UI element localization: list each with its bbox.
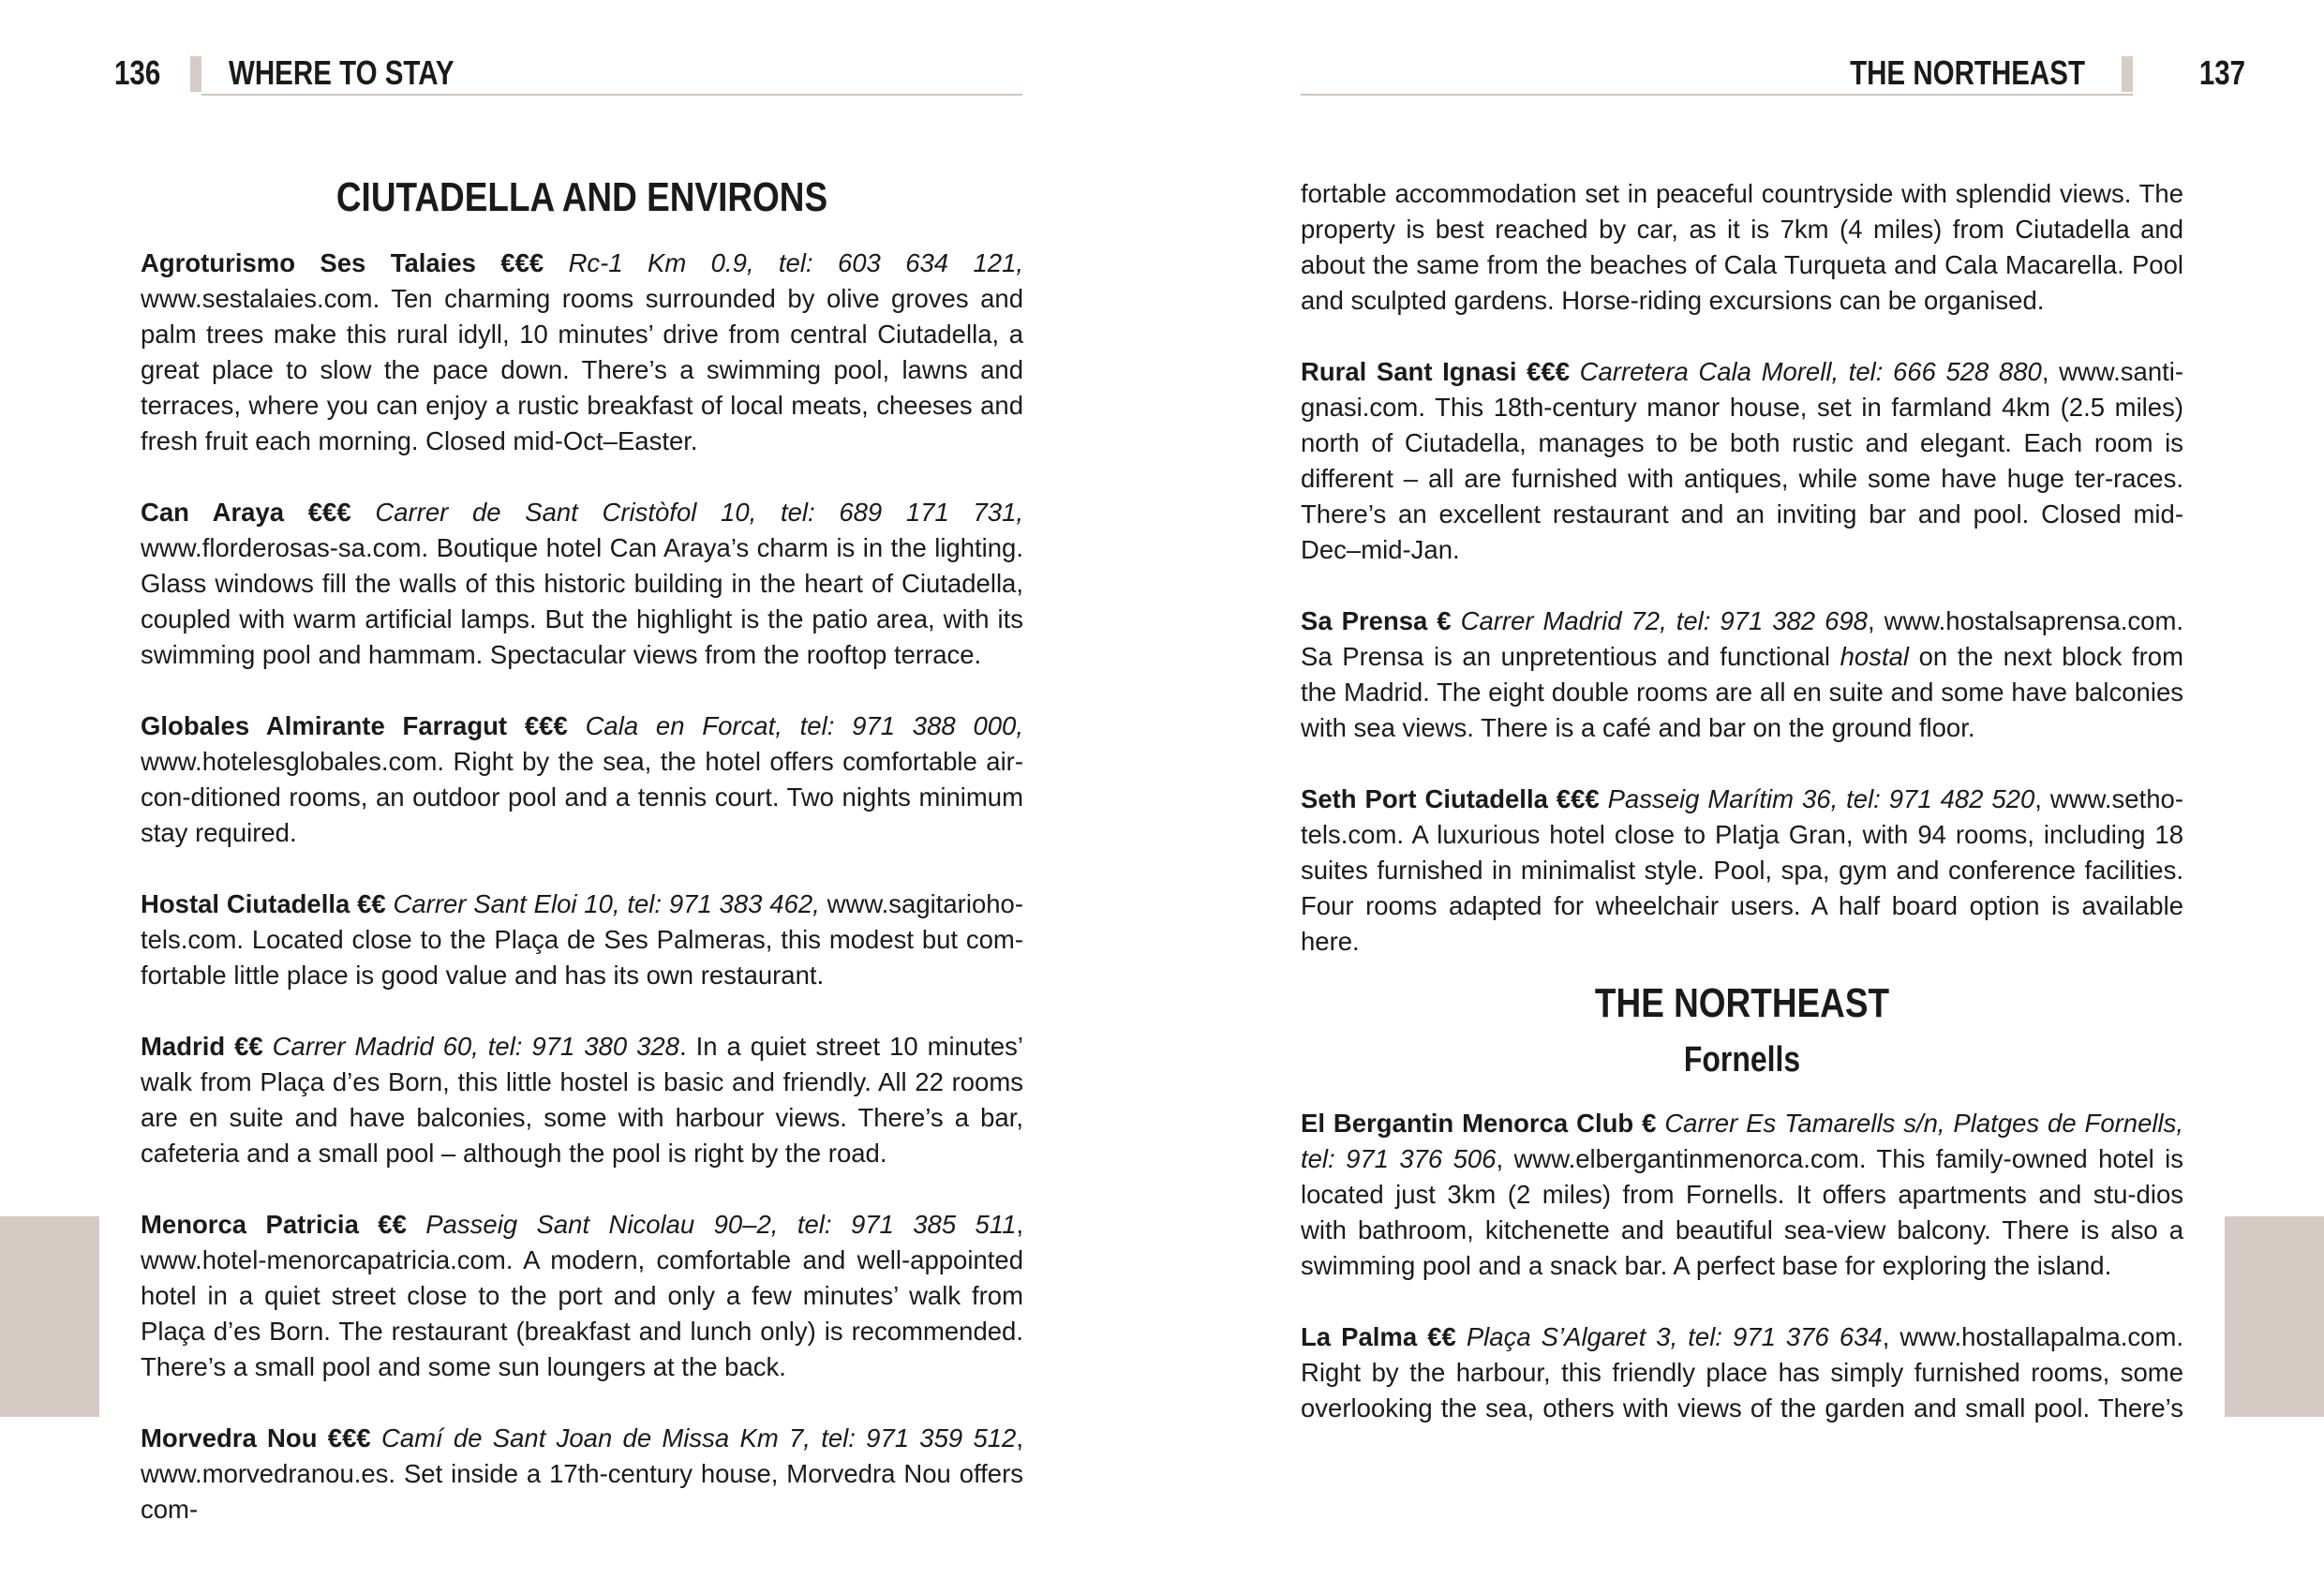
listing-name: Can Araya €€€ [141,498,351,527]
listing-description: , www.santi-gnasi.com. This 18th-century manor house, set in farmland 4km (2.5 miles) north of Ciutadella, manages to be both rustic and elegant. Each room is different – all are furnished with antiques, while some have huge ter-races. There’s an excellent restaurant and an inviting bar and pool. Closed mid-Dec–mid-Jan. [1301,357,2184,564]
header-rule [1301,94,2133,96]
listing-address: Carrer Sant Eloi 10, tel: 971 383 462, [393,889,820,918]
listing-description: www.sagitarioho-tels.com. Located close to the Plaça de Ses Palmeras, this modest but com-fortable little place is good value and has its own restaurant. [141,889,1023,990]
listing-description: . In a quiet street 10 minutes’ walk from Plaça d’es Born, this little hostel is basic and friendly. All 22 rooms are en suite and have balconies, some with harbour views. There’s a bar, cafeteria and a small pool – although the pool is right by the road. [141,1032,1024,1168]
listing-entry [141,495,1023,673]
listing-address: Carrer de Sant Cristòfol 10, tel: 689 171 731, [375,498,1024,527]
listing-address: Cala en Forcat, tel: 971 388 000, [585,711,1023,740]
page-number: 137 [2198,53,2245,92]
listing-name: La Palma €€ [1301,1322,1456,1351]
listing-entry [1301,603,2183,746]
listing-entry [141,886,1023,993]
side-thumb-tab [0,1216,99,1417]
listing-description: , www.elbergantinmenorca.com. This family-owned hotel is located just 3km (2 miles) from Fornells. It offers apartments and stu-dios with bathroom, kitchenette and beautiful sea-view balcony. There is also a swimming pool and a snack bar. A perfect base for exploring the island. [1301,1144,2183,1280]
listing-name: Menorca Patricia €€ [141,1210,407,1239]
listing-entry [1301,1106,2183,1284]
left-column [141,171,1023,1563]
listing-description: , www.hostalsaprensa.com. Sa Prensa is an unpretentious and functional [1301,606,2184,671]
listing-address: Passeig Sant Nicolau 90–2, tel: 971 385 511 [425,1210,1017,1239]
listing-address: Passeig Marítim 36, tel: 971 482 520 [1607,784,2035,813]
right-column [1301,176,2183,1462]
listing-description: , www.morvedranou.es. Set inside a 17th-century house, Morvedra Nou offers com- [141,1423,1023,1524]
listing-name: Agroturismo Ses Talaies €€€ [141,248,544,277]
listing-name: Rural Sant Ignasi €€€ [1301,357,1571,386]
section-title: CIUTADELLA AND ENVIRONS [335,174,828,220]
header-divider-bar [2122,56,2133,92]
listing-description-italic: hostal [1840,642,1910,671]
listing-address: Carrer Madrid 60, tel: 971 380 328 [272,1032,679,1061]
running-header-left [0,49,1162,97]
listing-name: Globales Almirante Farragut €€€ [141,711,568,740]
listing-name: Sa Prensa € [1301,606,1452,635]
side-thumb-tab [2225,1216,2324,1417]
listing-entry [141,1207,1023,1385]
listing-description: , www.hotel-menorcapatricia.com. A modern, comfortable and well-appointed hotel in a quiet street close to the port and only a few minutes’ walk from Plaça d’es Born. The restaurant (breakfast and lunch only) is recommended. There’s a small pool and some sun loungers at the back. [141,1210,1024,1381]
listing-description: www.hotelesglobales.com. Right by the sea, the hotel offers comfortable air-con-ditioned rooms, an outdoor pool and a tennis court. Two nights minimum stay required. [141,747,1023,847]
listing-address: Carrer Es Tamarells s/n, Platges de Fornells, tel: 971 376 506 [1301,1109,2183,1173]
listing-name: Morvedra Nou €€€ [141,1423,371,1452]
listing-description: , www.hostallapalma.com. Right by the harbour, this friendly place has simply furnished rooms, some overlooking the sea, others with views of the garden and small pool. There’s [1301,1322,2184,1423]
listing-name: Madrid €€ [141,1032,263,1061]
header-divider-bar [190,56,201,92]
listing-address: Plaça S’Algaret 3, tel: 971 376 634 [1466,1322,1883,1351]
listing-address: Carrer Madrid 72, tel: 971 382 698 [1460,606,1868,635]
subsection-title: Fornells [1683,1040,1801,1080]
listing-name: Hostal Ciutadella €€ [141,889,386,918]
right-page [1162,0,2324,1594]
running-header-title: THE NORTHEAST [1850,53,2085,92]
running-header-title: WHERE TO STAY [229,53,454,92]
listing-entry [141,246,1023,459]
listing-address: Camí de Sant Joan de Missa Km 7, tel: 971 359 512 [380,1423,1017,1452]
listing-description: , www.setho-tels.com. A luxurious hotel close to Platja Gran, with 94 rooms, including 18 suites furnished in minimalist style. Pool, spa, gym and conference facilities. Four rooms adapted for wheelchair users. A half board option is available here. [1301,784,2183,956]
listing-description: on the next block from the Madrid. The eight double rooms are all en suite and some have balconies with sea views. There is a café and bar on the ground floor. [1301,642,2183,742]
section-title: THE NORTHEAST [1594,980,1890,1026]
listing-entry [141,1421,1023,1527]
page-number: 136 [114,53,161,92]
listing-entry [141,708,1023,851]
listing-address: Rc-1 Km 0.9, tel: 603 634 121, [568,248,1024,277]
listing-entry [1301,782,2183,960]
listing-description: www.florderosas-sa.com. Boutique hotel Can Araya’s charm is in the lighting. Glass windows fill the walls of this historic building in the heart of Ciutadella, coupled with warm artificial lamps. But the highlight is the patio area, with its swimming pool and hammam. Spectacular views from the rooftop terrace. [141,533,1023,669]
listing-description: www.sestalaies.com. Ten charming rooms surrounded by olive groves and palm trees make this rural idyll, 10 minutes’ drive from central Ciutadella, a great place to slow the pace down. There’s a swimming pool, lawns and terraces, where you can enjoy a rustic breakfast of local meats, cheeses and fresh fruit each morning. Closed mid-Oct–Easter. [141,284,1023,455]
running-header-right [1162,49,2324,97]
listing-name: Seth Port Ciutadella €€€ [1301,784,1600,813]
listing-entry [141,1029,1023,1171]
listing-entry [1301,354,2183,568]
listing-address: Carretera Cala Morell, tel: 666 528 880 [1579,357,2042,386]
continued-text: fortable accommodation set in peaceful countryside with splendid views. The property is best reached by car, as it is 7km (4 miles) from Ciutadella and about the same from the beaches of Cala Turqueta and Cala Macarella. Pool and sculpted gardens. Horse-riding excursions can be organised. [1301,179,2183,315]
listing-entry [1301,1319,2183,1426]
listing-name: El Bergantin Menorca Club € [1301,1109,1657,1138]
header-rule [201,94,1022,96]
